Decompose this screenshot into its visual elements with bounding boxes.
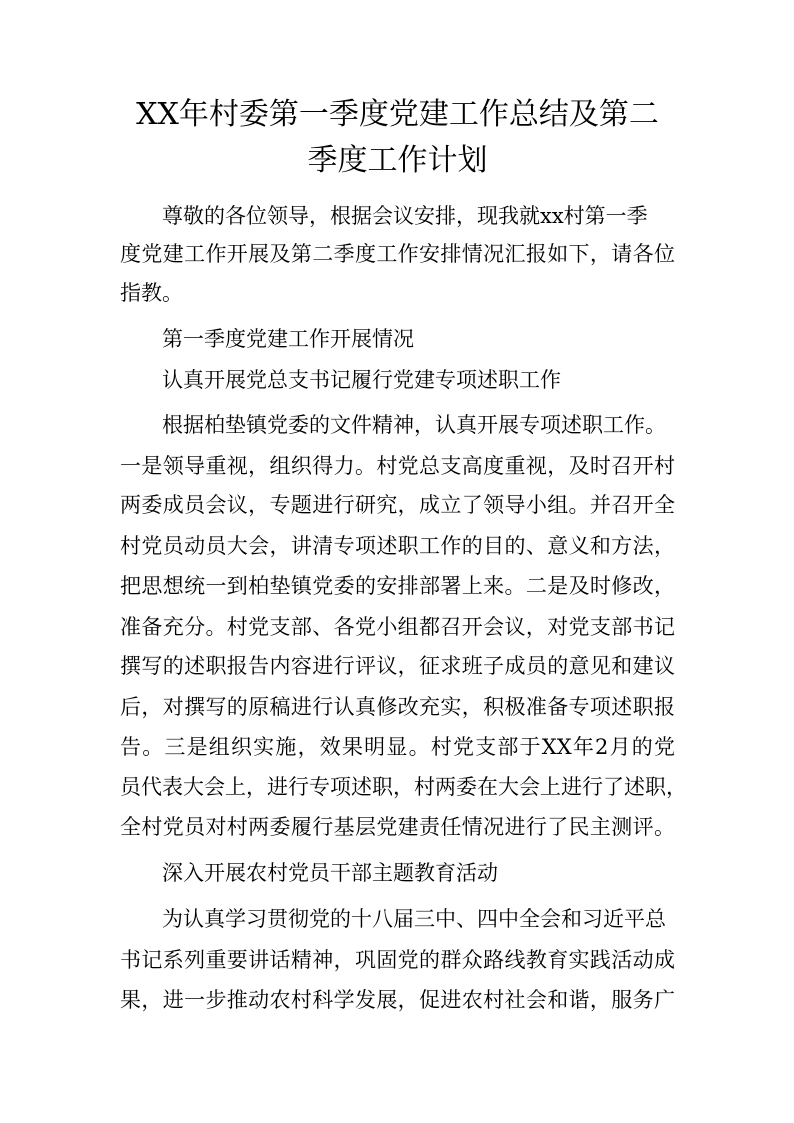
paragraph-line-2: 一是领导重视，组织得力。村党总支高度重视，及时召开村 (120, 454, 675, 478)
intro-line-3: 指教。 (120, 281, 183, 305)
paragraph-line-7: 撰写的述职报告内容进行评议，征求班子成员的意见和建议 (120, 654, 675, 678)
paragraph-line-11: 全村党员对村两委履行基层党建责任情况进行了民主测评。 (120, 815, 675, 839)
intro-line-2: 度党建工作开展及第二季度工作安排情况汇报如下，请各位 (120, 242, 675, 266)
intro-line-1: 尊敬的各位领导，根据会议安排，现我就xx村第一季 (162, 204, 648, 228)
paragraph-line-6: 准备充分。村党支部、各党小组都召开会议，对党支部书记 (120, 615, 675, 639)
document-title-line-2: 季度工作计划 (307, 143, 488, 178)
paragraph-line-5: 把思想统一到柏垫镇党委的安排部署上来。二是及时修改， (120, 574, 675, 598)
paragraph2-line-3: 果，进一步推动农村科学发展，促进农村社会和谐，服务广 (120, 988, 675, 1012)
subsection-heading-education: 深入开展农村党员干部主题教育活动 (162, 861, 498, 885)
paragraph-line-1: 根据柏垫镇党委的文件精神，认真开展专项述职工作。 (162, 413, 666, 437)
section-heading-q1: 第一季度党建工作开展情况 (162, 327, 414, 351)
document-title-line-1: XX年村委第一季度党建工作总结及第二 (136, 97, 659, 132)
paragraph2-line-1: 为认真学习贯彻党的十八届三中、四中全会和习近平总 (162, 907, 666, 931)
paragraph-line-4: 村党员动员大会，讲清专项述职工作的目的、意义和方法， (120, 534, 675, 558)
paragraph2-line-2: 书记系列重要讲话精神，巩固党的群众路线教育实践活动成 (120, 948, 675, 972)
paragraph-line-3: 两委成员会议，专题进行研究，成立了领导小组。并召开全 (120, 493, 675, 517)
paragraph-line-10: 员代表大会上，进行专项述职，村两委在大会上进行了述职， (120, 775, 687, 799)
paragraph-line-8: 后，对撰写的原稿进行认真修改充实，积极准备专项述职报 (120, 695, 675, 719)
subsection-heading-duty-report: 认真开展党总支书记履行党建专项述职工作 (162, 368, 561, 392)
paragraph-line-9: 告。三是组织实施，效果明显。村党支部于XX年2月的党 (120, 735, 675, 759)
